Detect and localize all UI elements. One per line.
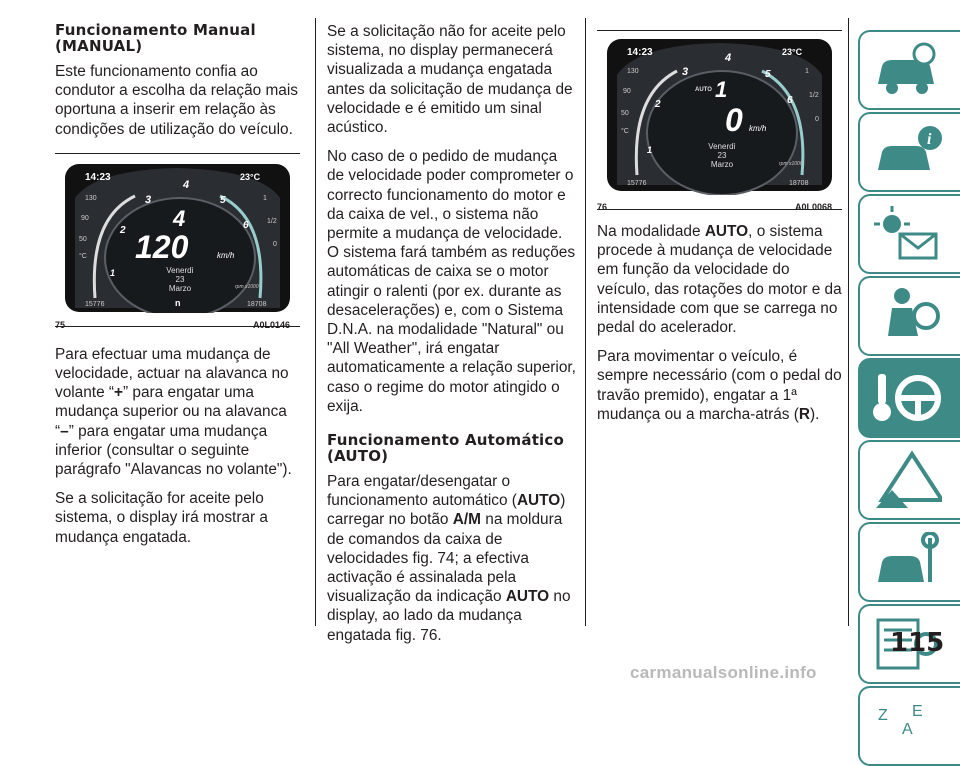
fuel-1: 1 [263,194,267,202]
cluster-month: Marzo [710,160,734,169]
minus-symbol: – [60,422,69,440]
paragraph: No caso de o pedido de mudança de velocidade poder comprometer o correcto funcionamento do motor e da caixa de vel., o sistema não permite a mudança de velocidade. O sistema fará também as reduções automáticas de caixa se o motor atingir o ralenti (por ex. durante as desacelerações) e, com o Sistema D.N.A. na modalidade "Natural" ou "All Weather", irá engatar automaticamente a relação superior, caso o regime do motor atingido o exija. [327,148,576,415]
tach-3: 3 [145,193,152,206]
fuel-half: 1/2 [267,217,277,225]
scale-50: 50 [621,110,629,117]
car-info-i-icon [872,122,942,182]
column-2 [327,22,577,655]
figure-caption [597,195,842,210]
tach-6: 6 [243,219,249,231]
paragraph [597,347,842,424]
tach-6: 6 [787,95,793,106]
text: ” para engatar uma mudança superior ou na alavanca “ [55,384,287,440]
tab-safety[interactable] [858,276,960,356]
figure-caption [55,313,300,328]
column-divider [585,18,586,626]
cluster-time: 14:23 [627,47,653,58]
column-3 [597,22,842,434]
fuel-half: 1/2 [809,92,819,99]
plus-symbol: + [114,384,124,402]
paragraph: Se a solicitação não for aceite pelo sistema, no display permanecerá visualizada a mudança engatada antes da solicitação de mudança de velocidade e é emitido um sinal acústico. [327,23,573,137]
text: Para movimentar o veículo, é sempre necessário (com o pedal do travão premido), engatar a 1 [597,348,842,404]
cluster-day: Venerdì [708,142,736,151]
paragraph: Este funcionamento confia ao condutor a escolha da relação mais oportuna a inserir em relação às condições de utilização do veículo. [55,63,298,138]
text: ) carregar no botão [327,492,566,529]
tab-car-info-i[interactable] [858,112,960,192]
steering-key-icon [872,368,942,428]
odo-right: 18708 [247,300,267,308]
text: Para engatar/desengatar o funcionamento automático ( [327,473,517,510]
page-number: 115 [890,628,945,658]
cluster-auto-gear-1-image [597,35,842,195]
tab-index[interactable] [858,686,960,766]
text: mudança ou a marcha-atrás ( [597,405,799,423]
heading-automatic: Funcionamento Automático (AUTO) [327,431,564,466]
rpm-label: rpm x1000 [235,283,259,290]
alphabet-index-icon [872,696,942,756]
airbag-person-icon [872,286,942,346]
text: Na modalidade [597,223,705,240]
tach-1: 1 [647,145,653,155]
watermark: carmanualsonline.info [630,663,817,682]
gear-indicator: 1 [715,77,728,102]
figure-number: 75 [55,319,66,330]
scale-50: 50 [79,235,87,243]
paragraph: Se a solicitação for aceite pelo sistema, o display irá mostrar a mudança engatada. [55,490,268,546]
cluster-time: 14:23 [85,171,111,183]
cluster-month: Marzo [168,283,192,293]
breakdown-triangle-icon [872,450,942,510]
text: Para efectuar uma mudança de velocidade, actuar na alavanca no volante “ [55,345,289,402]
warning-lights-icon [872,204,942,264]
auto-label: AUTO [516,492,561,510]
svg-text:i: i [927,131,932,148]
scale-90: 90 [623,88,631,95]
mode-indicator: n [175,297,181,308]
tab-emergency[interactable] [858,440,960,520]
tach-5: 5 [765,69,771,80]
text: , o sistema procede à mudança de velocidade em função da velocidade do veículo, das rotações do motor e da intensidade com que se carrega no pedal do acelerador. [597,223,842,337]
cluster-gear-4-image [55,158,300,313]
tach-3: 3 [682,66,689,78]
cluster-day: Venerdì [166,265,194,275]
tach-2: 2 [655,99,661,110]
figure-75 [55,153,300,330]
scale-130: 130 [627,68,639,75]
heading-manual: Funcionamento Manual (MANUAL) [55,21,256,55]
text: na moldura de comandos da caixa de velocidades fig. 74; a efectiva activação é assinalada pela visualização da indicação [327,511,563,606]
text: ). [810,405,820,423]
scale-celsius: °C [79,252,87,260]
figure-code: A0L0068 [794,202,832,212]
speed-unit: km/h [749,124,767,133]
car-info-icon [872,40,942,100]
speed-unit: km/h [217,250,235,260]
paragraph [55,345,300,479]
auto-indicator: AUTO [695,87,712,93]
auto-label: AUTO [505,588,550,606]
auto-label: AUTO [704,223,749,240]
fuel-1: 1 [805,68,809,75]
fuel-0: 0 [273,240,277,248]
cluster-temp: 23°C [240,171,261,182]
figure-number: 76 [597,202,608,212]
scale-celsius: °C [621,128,629,135]
text: ” para engatar uma mudança inferior (consultar o seguinte parágrafo "Alavancas no volante"). [55,422,292,479]
paragraph [597,222,842,337]
tab-maintenance[interactable] [858,522,960,602]
gear-indicator: 4 [173,205,186,231]
tach-2: 2 [120,224,126,236]
tach-4: 4 [725,52,732,64]
wrench-car-icon [872,532,942,592]
column-divider [848,18,849,626]
tach-4: 4 [183,178,190,191]
odo-right: 18708 [789,180,809,187]
figure-code: A0L0146 [252,319,290,330]
tach-5: 5 [220,194,226,206]
reverse-label: R [798,405,811,423]
svg-text:A: A [902,721,913,738]
paragraph [327,472,577,645]
scale-130: 130 [85,194,97,202]
column-divider [315,18,316,626]
svg-text:E: E [912,703,923,720]
odo-left: 15776 [627,180,647,187]
svg-text:Z: Z [878,707,888,724]
tab-warning-lights[interactable] [858,194,960,274]
rpm-label: rpm x1000 [779,161,803,167]
speed-readout: 0 [725,102,743,138]
am-button-label: A/M [452,511,481,529]
cluster-date: 23 [175,274,185,284]
scale-90: 90 [81,214,89,222]
fuel-0: 0 [815,116,819,123]
column-1 [55,22,300,557]
tab-car-info[interactable] [858,30,960,110]
ordinal: ª [791,386,797,404]
text: no display, ao lado da mudança engatada fig. 76. [327,588,571,644]
odo-left: 15776 [85,300,105,308]
tach-1: 1 [110,267,116,278]
speed-readout: 120 [135,228,189,265]
cluster-date: 23 [717,151,727,160]
figure-76 [597,30,842,210]
cluster-temp: 23°C [782,47,803,57]
tab-starting-driving[interactable] [858,358,960,438]
